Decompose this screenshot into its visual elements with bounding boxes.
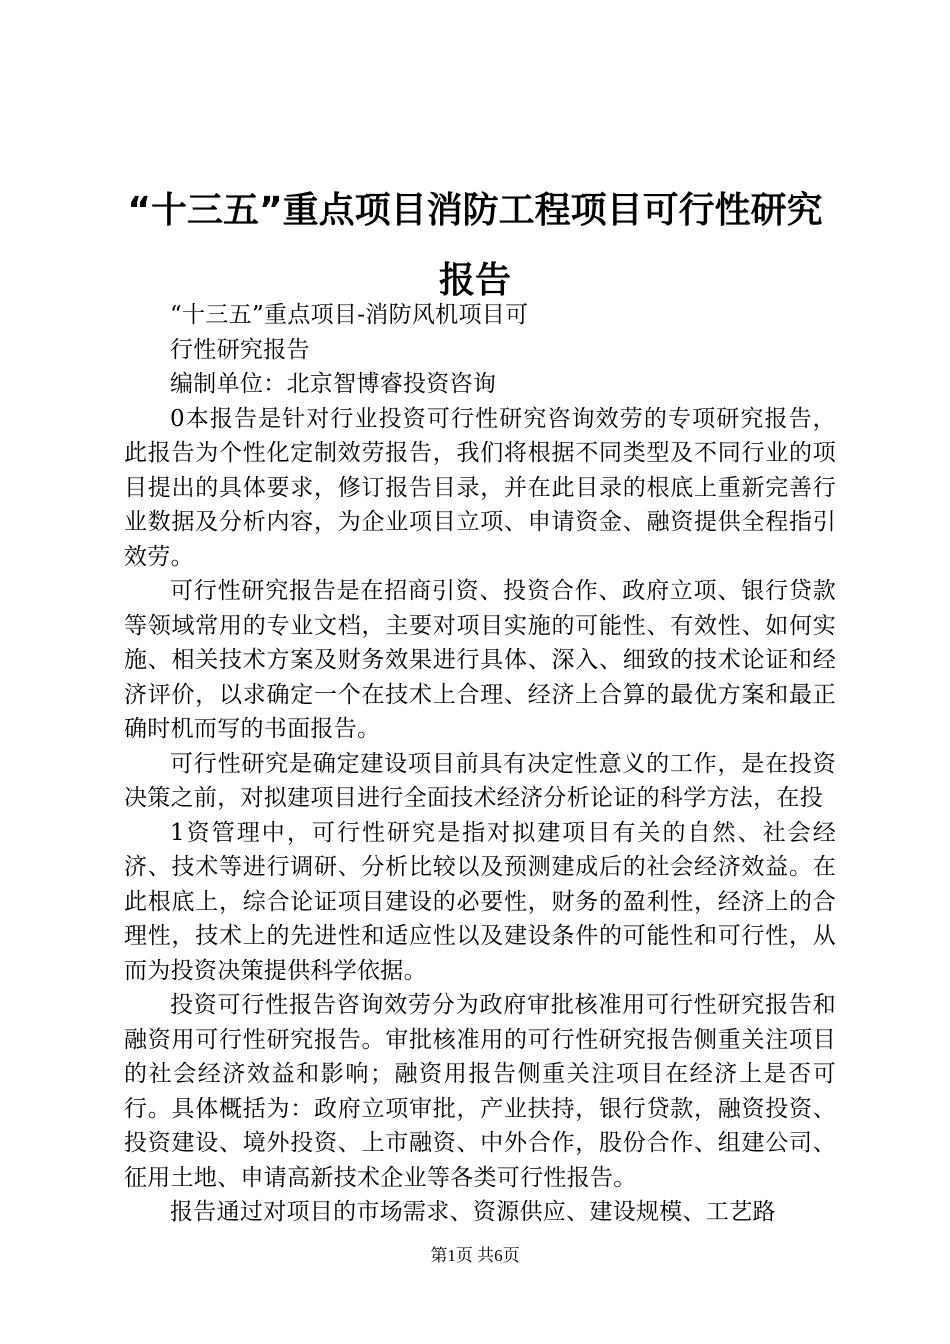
- paragraph: 0本报告是针对行业投资可行性研究咨询效劳的专项研究报告，此报告为个性化定制效劳报告，我们将根据不同类型及不同行业的项目提出的具体要求，修订报告目录，并在此目录的根底上重新完善行业数据及分析内容，为企业项目立项、申请资金、融资提供全程指引效劳。: [124, 405, 836, 570]
- paragraph: 可行性研究报告是在招商引资、投资合作、政府立项、银行贷款等领域常用的专业文档，主要对项目实施的可能性、有效性、如何实施、相关技术方案及财务效果进行具体、深入、细致的技术论证和经济评价，以求确定一个在技术上合理、经济上合算的最优方案和最正确时机而写的书面报告。: [124, 578, 836, 742]
- subtitle-line-2: 行性研究报告: [170, 336, 310, 363]
- compiler-line: 编制单位：北京智博睿投资咨询: [170, 371, 497, 397]
- page-footer: 第1页 共6页: [430, 1246, 520, 1265]
- paragraph: 1资管理中，可行性研究是指对拟建项目有关的自然、社会经济、技术等进行调研、分析比较以及预测建成后的社会经济效益。在此根底上，综合论证项目建设的必要性，财务的盈利性，经济上的合理性，技术上的先进性和适应性以及建设条件的可能性和可行性，从而为投资决策提供科学依据。: [124, 819, 836, 984]
- subtitle-line-1: “十三五”重点项目-消防风机项目可: [170, 302, 529, 328]
- document-body: [124, 298, 836, 1230]
- paragraph: 可行性研究是确定建设项目前具有决定性意义的工作，是在投资决策之前，对拟建项目进行全面技术经济分析论证的科学方法，在投: [124, 750, 836, 811]
- title-line-2: 报告: [438, 260, 511, 301]
- paragraph: 投资可行性报告咨询效劳分为政府审批核准用可行性研究报告和融资用可行性研究报告。审批核准用的可行性研究报告侧重关注项目的社会经济效益和影响；融资用报告侧重关注项目在经济上是否可行。具体概括为：政府立项审批，产业扶持，银行贷款，融资投资、投资建设、境外投资、上市融资、中外合作，股份合作、组建公司、征用土地、申请高新技术企业等各类可行性报告。: [124, 992, 836, 1191]
- document-title: [60, 176, 890, 316]
- paragraph: 报告通过对项目的市场需求、资源供应、建设规模、工艺路: [170, 1199, 776, 1225]
- title-line-1: “十三五”重点项目消防工程项目可行性研究: [127, 190, 823, 231]
